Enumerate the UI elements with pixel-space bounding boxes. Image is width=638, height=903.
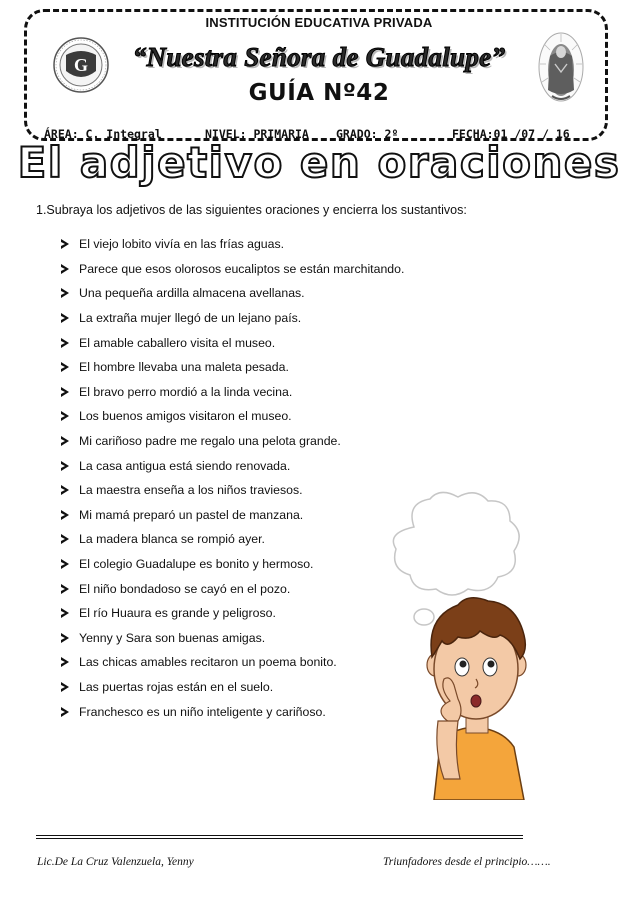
sentence-text: Franchesco es un niño inteligente y cariñoso. — [79, 704, 326, 719]
sentence-text: El amable caballero visita el museo. — [79, 335, 276, 350]
sentence-list — [61, 232, 404, 724]
sentence-text: Los buenos amigos visitaron el museo. — [79, 409, 292, 424]
list-item — [61, 503, 404, 528]
list-item — [61, 626, 404, 651]
arrow-bullet-icon — [61, 288, 69, 298]
list-item — [61, 699, 404, 724]
sentence-text: El hombre llevaba una maleta pesada. — [79, 360, 289, 375]
list-item — [61, 650, 404, 675]
arrow-bullet-icon — [61, 584, 69, 594]
list-item — [61, 675, 404, 700]
arrow-bullet-icon — [61, 485, 69, 495]
arrow-bullet-icon — [61, 657, 69, 667]
arrow-bullet-icon — [61, 264, 69, 274]
sentence-text: El colegio Guadalupe es bonito y hermoso. — [79, 557, 314, 572]
level-label: NIVEL: PRIMARIA — [205, 127, 309, 141]
sentence-text: Las puertas rojas están en el suelo. — [79, 679, 274, 694]
arrow-bullet-icon — [61, 707, 69, 717]
sentence-text: El río Huaura es grande y peligroso. — [79, 606, 276, 621]
crest-letter: G — [73, 55, 89, 75]
page-title: El adjetivo en oraciones — [17, 138, 621, 187]
sentence-text: Mi cariñoso padre me regalo una pelota grande. — [79, 434, 341, 449]
guide-number: GUÍA Nº42 — [248, 80, 390, 106]
arrow-bullet-icon — [61, 461, 69, 471]
sentence-text: El niño bondadoso se cayó en el pozo. — [79, 581, 291, 596]
footer-divider — [36, 835, 523, 836]
sentence-text: Una pequeña ardilla almacena avellanas. — [79, 286, 305, 301]
list-item — [61, 355, 404, 380]
list-item — [61, 453, 404, 478]
sentence-text: La casa antigua está siendo renovada. — [79, 458, 291, 473]
arrow-bullet-icon — [61, 411, 69, 421]
list-item — [61, 306, 404, 331]
grade-label: GRADO: 2º — [336, 127, 399, 141]
list-item — [61, 232, 404, 257]
list-item — [61, 404, 404, 429]
list-item — [61, 380, 404, 405]
list-item — [61, 478, 404, 503]
list-item — [61, 576, 404, 601]
arrow-bullet-icon — [61, 436, 69, 446]
list-item — [61, 527, 404, 552]
sentence-text: La maestra enseña a los niños traviesos. — [79, 483, 303, 498]
sentence-text: La madera blanca se rompió ayer. — [79, 532, 265, 547]
arrow-bullet-icon — [61, 608, 69, 618]
arrow-bullet-icon — [61, 387, 69, 397]
list-item — [61, 281, 404, 306]
sentence-text: El bravo perro mordió a la linda vecina. — [79, 384, 293, 399]
school-name: “Nuestra Señora de Guadalupe” — [132, 42, 506, 72]
date-label: FECHA:01 /07 / 16 — [452, 127, 570, 141]
arrow-bullet-icon — [61, 633, 69, 643]
list-item — [61, 552, 404, 577]
sentence-text: Parece que esos olorosos eucaliptos se están marchitando. — [79, 261, 405, 276]
arrow-bullet-icon — [61, 682, 69, 692]
sentence-text: Yenny y Sara son buenas amigas. — [79, 630, 266, 645]
list-item — [61, 257, 404, 282]
arrow-bullet-icon — [61, 559, 69, 569]
footer-divider — [36, 838, 523, 839]
list-item — [61, 601, 404, 626]
footer-motto: Triunfadores desde el principio……. — [383, 856, 551, 868]
area-label: ÁREA: C. Integral — [44, 127, 162, 141]
list-item — [61, 429, 404, 454]
exercise-instruction: 1.Subraya los adjetivos de las siguientes oraciones y encierra los sustantivos: — [36, 203, 467, 217]
sentence-text: La extraña mujer llegó de un lejano país. — [79, 311, 302, 326]
institution-name: INSTITUCIÓN EDUCATIVA PRIVADA — [205, 15, 433, 30]
arrow-bullet-icon — [61, 239, 69, 249]
footer-author: Lic.De La Cruz Valenzuela, Yenny — [37, 856, 194, 868]
arrow-bullet-icon — [61, 313, 69, 323]
list-item — [61, 330, 404, 355]
arrow-bullet-icon — [61, 510, 69, 520]
sentence-text: El viejo lobito vivía en las frías aguas. — [79, 237, 285, 252]
arrow-bullet-icon — [61, 534, 69, 544]
sentence-text: Las chicas amables recitaron un poema bonito. — [79, 655, 337, 670]
arrow-bullet-icon — [61, 338, 69, 348]
arrow-bullet-icon — [61, 362, 69, 372]
sentence-text: Mi mamá preparó un pastel de manzana. — [79, 507, 304, 522]
thinking-boy-icon — [378, 489, 564, 800]
